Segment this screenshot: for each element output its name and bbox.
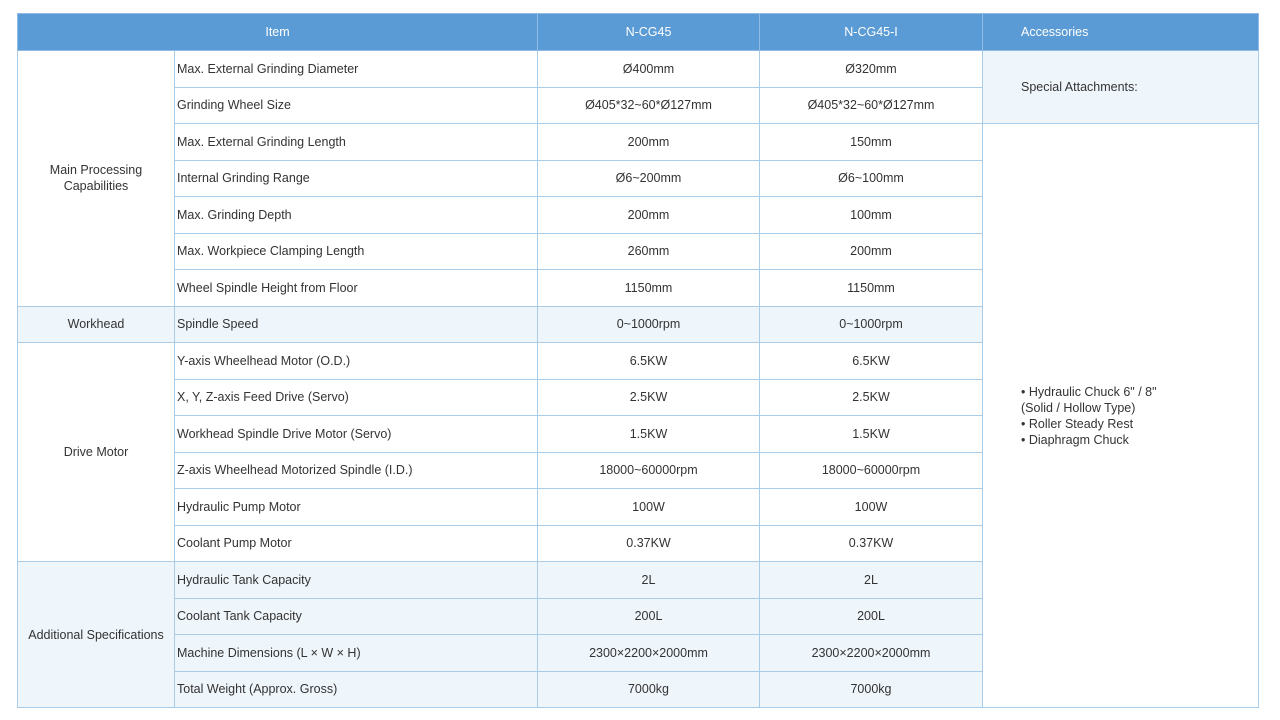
row-item: Wheel Spindle Height from Floor [175,270,538,307]
group-drive-motor: Drive Motor [18,343,175,562]
row-value-a: Ø405*32~60*Ø127mm [538,87,760,124]
row-item: X, Y, Z-axis Feed Drive (Servo) [175,379,538,416]
row-value-b: 100mm [760,197,983,234]
row-value-a: 2.5KW [538,379,760,416]
spec-table-container [17,13,1258,708]
header-row [18,14,1259,51]
row-value-a: 7000kg [538,671,760,708]
spec-table [17,13,1259,708]
row-item: Y-axis Wheelhead Motor (O.D.) [175,343,538,380]
row-item: Total Weight (Approx. Gross) [175,671,538,708]
table-row [18,51,1259,88]
accessory-item: • Roller Steady Rest [1021,416,1134,431]
row-item: Max. Workpiece Clamping Length [175,233,538,270]
row-value-b: 1150mm [760,270,983,307]
row-item: Max. Grinding Depth [175,197,538,234]
row-value-a: 260mm [538,233,760,270]
row-value-a: Ø6~200mm [538,160,760,197]
row-value-a: 0~1000rpm [538,306,760,343]
row-item: Spindle Speed [175,306,538,343]
row-value-b: 1.5KW [760,416,983,453]
row-value-a: 1150mm [538,270,760,307]
row-value-b: 0.37KW [760,525,983,562]
header-model-a: N-CG45 [538,14,760,51]
accessories-special: Special Attachments: [983,51,1259,124]
row-item: Machine Dimensions (L × W × H) [175,635,538,672]
row-value-a: 2L [538,562,760,599]
row-value-a: 6.5KW [538,343,760,380]
row-value-b: 6.5KW [760,343,983,380]
row-item: Grinding Wheel Size [175,87,538,124]
row-value-b: 2L [760,562,983,599]
row-value-b: Ø6~100mm [760,160,983,197]
row-value-b: 7000kg [760,671,983,708]
row-value-b: Ø320mm [760,51,983,88]
row-value-a: 100W [538,489,760,526]
accessory-item: • Hydraulic Chuck 6" / 8" [1021,384,1157,399]
header-accessories: Accessories [983,14,1259,51]
row-value-b: 18000~60000rpm [760,452,983,489]
row-value-b: 2300×2200×2000mm [760,635,983,672]
row-item: Workhead Spindle Drive Motor (Servo) [175,416,538,453]
header-model-b: N-CG45-I [760,14,983,51]
accessory-item: • Diaphragm Chuck [1021,432,1129,447]
row-item: Hydraulic Tank Capacity [175,562,538,599]
row-value-b: 100W [760,489,983,526]
header-item: Item [18,14,538,51]
row-value-b: 150mm [760,124,983,161]
accessory-item: (Solid / Hollow Type) [1021,400,1136,415]
row-value-b: 200mm [760,233,983,270]
row-item: Hydraulic Pump Motor [175,489,538,526]
group-additional-specs: Additional Specifications [18,562,175,708]
row-value-b: Ø405*32~60*Ø127mm [760,87,983,124]
row-value-a: 0.37KW [538,525,760,562]
row-item: Max. External Grinding Length [175,124,538,161]
row-value-a: 200mm [538,124,760,161]
row-value-a: 200mm [538,197,760,234]
row-value-a: 18000~60000rpm [538,452,760,489]
table-row [18,124,1259,161]
row-item: Internal Grinding Range [175,160,538,197]
row-item: Max. External Grinding Diameter [175,51,538,88]
row-value-a: 1.5KW [538,416,760,453]
row-value-b: 2.5KW [760,379,983,416]
row-value-a: Ø400mm [538,51,760,88]
row-item: Coolant Pump Motor [175,525,538,562]
accessories-list [983,124,1259,708]
row-value-b: 0~1000rpm [760,306,983,343]
group-workhead: Workhead [18,306,175,343]
row-value-a: 200L [538,598,760,635]
group-main-processing: Main Processing Capabilities [18,51,175,307]
row-value-b: 200L [760,598,983,635]
row-value-a: 2300×2200×2000mm [538,635,760,672]
row-item: Z-axis Wheelhead Motorized Spindle (I.D.) [175,452,538,489]
row-item: Coolant Tank Capacity [175,598,538,635]
